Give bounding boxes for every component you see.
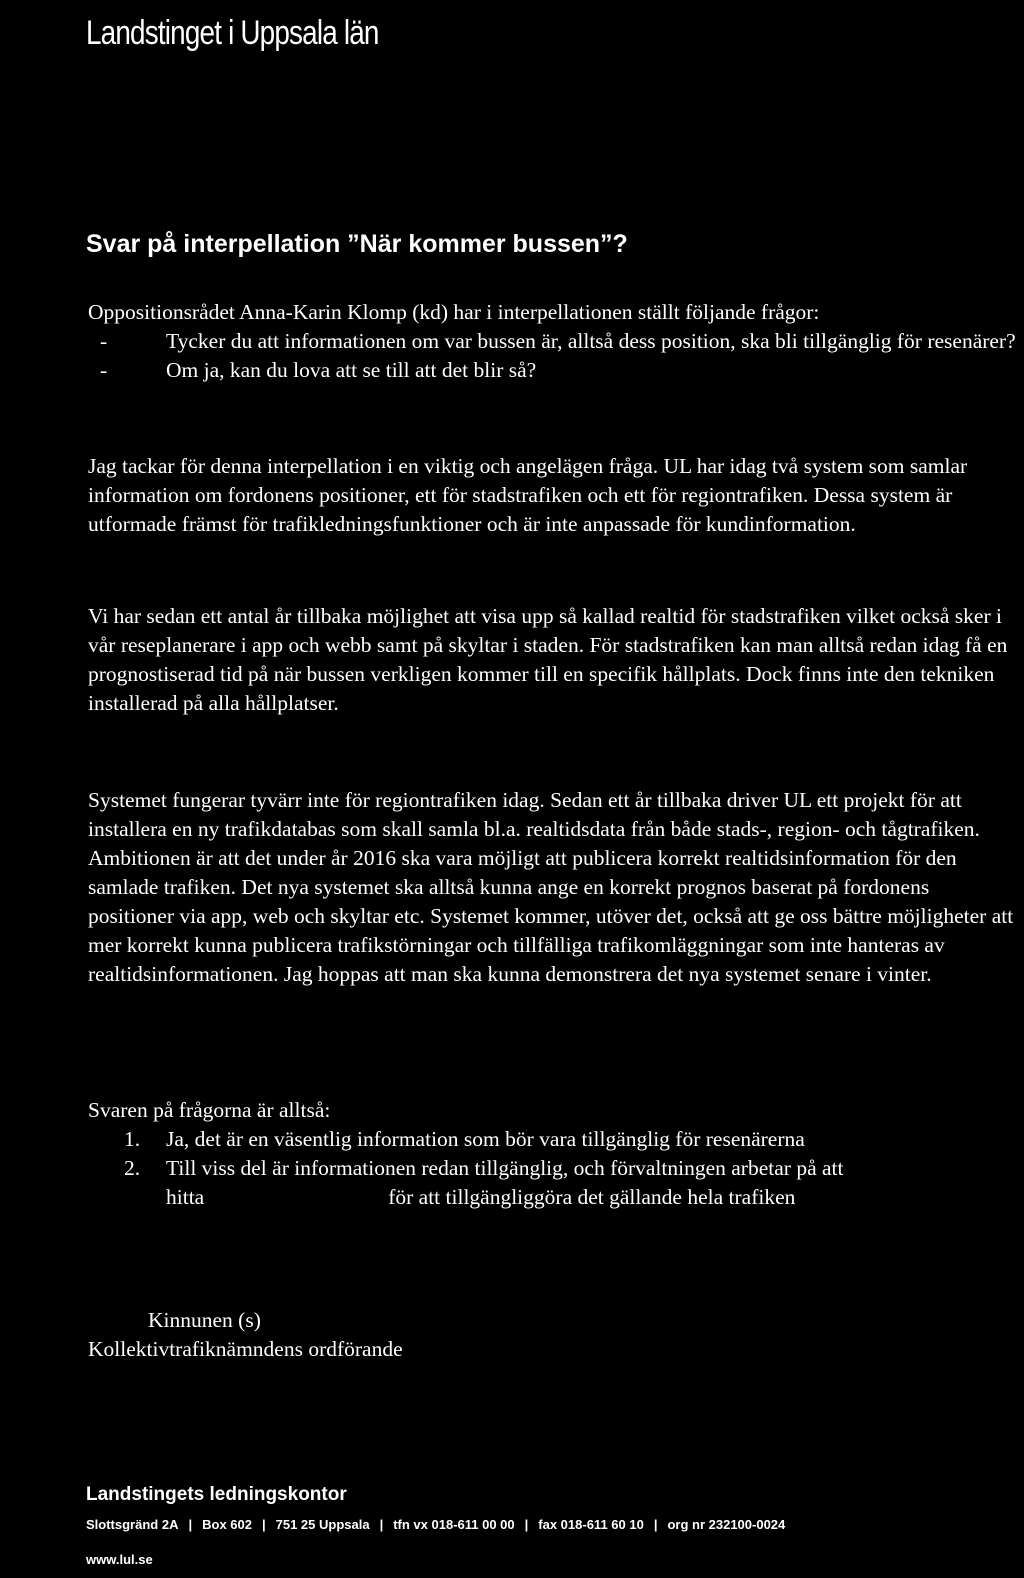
dash-marker: - [100, 358, 108, 382]
intro-text: Oppositionsrådet Anna-Karin Klomp (kd) har i interpellationen ställt följande frågor: [88, 300, 820, 324]
dash-marker: - [100, 329, 108, 353]
question-item [88, 356, 1020, 385]
paragraph [88, 452, 1020, 539]
footer-separator: | [524, 1517, 529, 1532]
footer-phone: tfn vx 018-611 00 00 [393, 1517, 515, 1532]
question-text: Om ja, kan du lova att se till att det blir så? [166, 358, 537, 382]
paragraph-text: Vi har sedan ett antal år tillbaka möjlighet att visa upp så kallad realtid för stadstrafiken vilket också sker i vår reseplanerare i app och webb samt på skyltar i staden. För stadstrafiken kan man alltså redan idag få en prognostiserad tid på när bussen verkligen kommer till en specifik hållplats. Dock finns inte den tekniken installerad på alla hållplatser. [88, 604, 1008, 715]
footer-box: Box 602 [202, 1517, 252, 1532]
signature-block [88, 1306, 1020, 1364]
answers-intro: Svaren på frågorna är alltså: [88, 1098, 331, 1122]
footer-separator: | [379, 1517, 384, 1532]
answer-list [88, 1125, 1020, 1212]
answer-text-end: för att tillgängliggöra det gällande hela trafiken [388, 1185, 796, 1209]
question-list [88, 327, 1020, 385]
organization-header: Landstinget i Uppsala län [86, 14, 379, 52]
paragraph-text: Jag tackar för denna interpellation i en viktig och angelägen fråga. UL har idag två system som samlar information om fordonens positioner, ett för stadstrafiken och ett för regiontrafiken. Dessa system är utformade främst för trafikledningsfunktioner och är inte anpassade för kundinformation. [88, 454, 968, 536]
question-text: Tycker du att informationen om var bussen är, alltså dess position, ska bli tillgänglig för resenärer? [166, 329, 1016, 353]
paragraph [88, 602, 1020, 718]
answers-section [88, 1096, 1020, 1212]
footer-separator: | [188, 1517, 193, 1532]
signatory-name: Kinnunen (s) [148, 1308, 261, 1332]
paragraph [88, 786, 1020, 989]
footer-org-number: org nr 232100-0024 [667, 1517, 786, 1532]
answer-text: Till viss del är informationen redan tillgänglig, och förvaltningen arbetar på att [166, 1156, 844, 1180]
answer-item [88, 1154, 1020, 1212]
footer-address: Slottsgränd 2A [86, 1517, 179, 1532]
question-item [88, 327, 1020, 356]
document-title: Svar på interpellation ”När kommer bussen”? [86, 230, 628, 258]
signatory-role: Kollektivtrafiknämndens ordförande [88, 1337, 403, 1361]
answer-text-continued: hitta [166, 1185, 205, 1209]
footer-postal: 751 25 Uppsala [275, 1517, 370, 1532]
footer-fax: fax 018-611 60 10 [538, 1517, 644, 1532]
footer-office: Landstingets ledningskontor [86, 1484, 347, 1505]
answer-number: 2. [124, 1156, 141, 1180]
intro-section [88, 298, 1020, 385]
footer-contact-line [86, 1517, 785, 1532]
footer-separator: | [261, 1517, 266, 1532]
answer-item [88, 1125, 1020, 1154]
footer-website-link[interactable]: www.lul.se [86, 1552, 153, 1567]
answer-text: Ja, det är en väsentlig information som bör vara tillgänglig för resenärerna [166, 1127, 805, 1151]
footer-separator: | [653, 1517, 658, 1532]
answer-number: 1. [124, 1127, 141, 1151]
paragraph-text: Systemet fungerar tyvärr inte för regiontrafiken idag. Sedan ett år tillbaka driver UL ett projekt för att installera en ny trafikdatabas som skall samla bl.a. realtidsdata från både stads-, region- och tågtrafiken. Ambitionen är att det under år 2016 ska vara möjligt att publicera korrekt realtidsinformation för den samlade trafiken. Det nya systemet ska alltså kunna ange en korrekt prognos baserat på fordonens positioner via app, web och skyltar etc. Systemet kommer, utöver det, också att ge oss bättre möjligheter att mer korrekt kunna publicera trafikstörningar och tillfälliga trafikomläggningar som inte hanteras av realtidsinformationen. Jag hoppas att man ska kunna demonstrera det nya systemet senare i vinter. [88, 788, 1014, 986]
